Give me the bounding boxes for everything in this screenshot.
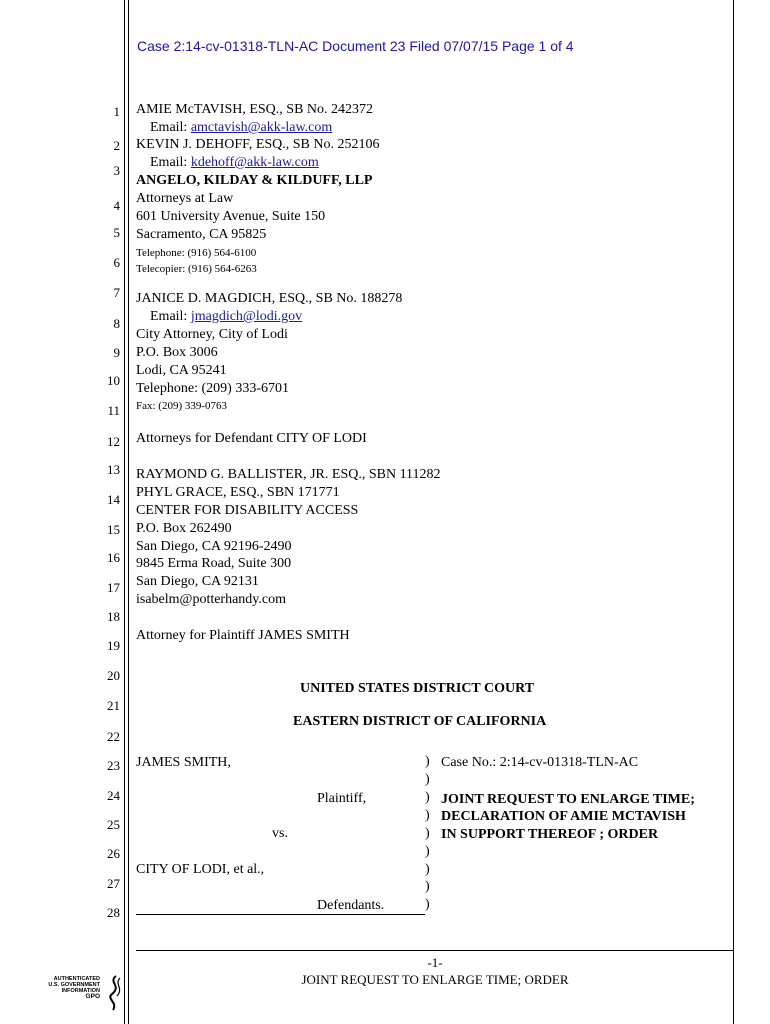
counsel1-email2 bbox=[150, 154, 319, 171]
counsel1-line6: Attorneys at Law bbox=[136, 191, 234, 206]
email-link-jmagdich[interactable]: jmagdich@lodi.gov bbox=[190, 309, 303, 324]
counsel3-line6: 9845 Erma Road, Suite 300 bbox=[136, 556, 292, 571]
counsel1-telephone: Telephone: (916) 564-6100 bbox=[136, 247, 257, 259]
line-number: 20 bbox=[107, 668, 120, 683]
line-number: 16 bbox=[107, 550, 120, 565]
ecf-header: Case 2:14-cv-01318-TLN-AC Document 23 Filed 07/07/15 Page 1 of 4 bbox=[137, 38, 574, 54]
email-link-kdehoff[interactable]: kdehoff@akk-law.com bbox=[190, 155, 319, 170]
line-number: 11 bbox=[107, 403, 120, 418]
case-number: Case No.: 2:14-cv-01318-TLN-AC bbox=[441, 755, 639, 770]
counsel2-email bbox=[150, 308, 302, 325]
versus: vs. bbox=[272, 826, 288, 841]
counsel1-line8: Sacramento, CA 95825 bbox=[136, 227, 267, 242]
left-margin-rule bbox=[124, 0, 125, 1024]
plaintiff-label: Plaintiff, bbox=[317, 791, 367, 806]
caption-paren: ) bbox=[425, 826, 430, 841]
counsel1-line3: KEVIN J. DEHOFF, ESQ., SB No. 252106 bbox=[136, 137, 380, 152]
plaintiff-name: JAMES SMITH, bbox=[136, 755, 231, 770]
caption-paren: ) bbox=[425, 844, 430, 859]
email-link-amctavish[interactable]: amctavish@akk-law.com bbox=[190, 120, 333, 135]
counsel2-line5: Lodi, CA 95241 bbox=[136, 363, 227, 378]
document-title-line1: JOINT REQUEST TO ENLARGE TIME; bbox=[441, 792, 695, 807]
caption-paren: ) bbox=[425, 772, 430, 787]
counsel2-line3: City Attorney, City of Lodi bbox=[136, 327, 288, 342]
caption-paren: ) bbox=[425, 897, 430, 912]
line-number: 7 bbox=[113, 285, 120, 300]
footer-title: JOINT REQUEST TO ENLARGE TIME; ORDER bbox=[301, 972, 569, 987]
gpo-authenticated-logo bbox=[30, 972, 125, 1016]
document-title-line3: IN SUPPORT THEREOF ; ORDER bbox=[441, 827, 659, 842]
gpo-eagle-icon bbox=[104, 974, 126, 1012]
line-number: 1 bbox=[113, 104, 120, 119]
caption-paren: ) bbox=[425, 754, 430, 769]
document-title-line2: DECLARATION OF AMIE MCTAVISH bbox=[441, 809, 686, 824]
line-number: 27 bbox=[107, 876, 120, 891]
attorneys-for-defendant: Attorneys for Defendant CITY OF LODI bbox=[136, 431, 367, 446]
counsel2-fax: Fax: (209) 339-0763 bbox=[136, 400, 228, 412]
line-number: 19 bbox=[107, 638, 120, 653]
counsel3-line8: isabelm@potterhandy.com bbox=[136, 592, 287, 607]
line-number: 18 bbox=[107, 609, 120, 624]
caption-paren: ) bbox=[425, 879, 430, 894]
defendant-label: Defendants. bbox=[317, 898, 385, 913]
counsel3-line2: PHYL GRACE, ESQ., SBN 171771 bbox=[136, 485, 340, 500]
left-margin-rule-inner bbox=[128, 0, 129, 1024]
line-number: 22 bbox=[107, 729, 120, 744]
line-number: 9 bbox=[113, 345, 120, 360]
counsel1-line7: 601 University Avenue, Suite 150 bbox=[136, 209, 326, 224]
firm-name: ANGELO, KILDAY & KILDUFF, LLP bbox=[136, 173, 373, 188]
counsel3-line5: San Diego, CA 92196-2490 bbox=[136, 539, 292, 554]
attorney-for-plaintiff: Attorney for Plaintiff JAMES SMITH bbox=[136, 628, 350, 643]
gpo-logo-text: AUTHENTICATED U.S. GOVERNMENT INFORMATION GPO bbox=[48, 976, 100, 1000]
counsel1-telecopier: Telecopier: (916) 564-6263 bbox=[136, 263, 257, 275]
line-number: 28 bbox=[107, 905, 120, 920]
line-number: 12 bbox=[107, 434, 120, 449]
line-number: 8 bbox=[113, 316, 120, 331]
line-number: 2 bbox=[113, 138, 120, 153]
counsel3-line3: CENTER FOR DISABILITY ACCESS bbox=[136, 503, 359, 518]
email-label: Email: bbox=[150, 309, 188, 324]
email-label: Email: bbox=[150, 155, 188, 170]
line-number: 4 bbox=[113, 198, 120, 213]
line-number: 21 bbox=[107, 698, 120, 713]
caption-underline bbox=[136, 914, 425, 915]
line-number: 13 bbox=[107, 462, 120, 477]
line-number: 23 bbox=[107, 758, 120, 773]
caption-paren: ) bbox=[425, 790, 430, 805]
line-number: 14 bbox=[107, 492, 120, 507]
line-number: 10 bbox=[107, 373, 120, 388]
defendant-name: CITY OF LODI, et al., bbox=[136, 862, 265, 877]
court-name: UNITED STATES DISTRICT COURT bbox=[300, 681, 535, 696]
counsel1-email1 bbox=[150, 119, 332, 136]
line-number: 15 bbox=[107, 522, 120, 537]
line-number: 24 bbox=[107, 788, 120, 803]
page-number: -1- bbox=[427, 955, 443, 970]
right-margin-rule bbox=[733, 0, 734, 1024]
line-number: 17 bbox=[107, 580, 120, 595]
line-number: 5 bbox=[113, 225, 120, 240]
counsel1-line1: AMIE McTAVISH, ESQ., SB No. 242372 bbox=[136, 102, 374, 117]
email-label: Email: bbox=[150, 120, 188, 135]
counsel3-line1: RAYMOND G. BALLISTER, JR. ESQ., SBN 111282 bbox=[136, 467, 441, 482]
line-number: 26 bbox=[107, 846, 120, 861]
district-name: EASTERN DISTRICT OF CALIFORNIA bbox=[293, 714, 547, 729]
line-number: 6 bbox=[113, 255, 120, 270]
caption-paren: ) bbox=[425, 808, 430, 823]
counsel3-line7: San Diego, CA 92131 bbox=[136, 574, 259, 589]
counsel2-line1: JANICE D. MAGDICH, ESQ., SB No. 188278 bbox=[136, 291, 403, 306]
line-number: 3 bbox=[113, 163, 120, 178]
counsel2-line4: P.O. Box 3006 bbox=[136, 345, 218, 360]
counsel3-line4: P.O. Box 262490 bbox=[136, 521, 232, 536]
footer-rule bbox=[136, 950, 733, 951]
counsel2-line6: Telephone: (209) 333-6701 bbox=[136, 381, 289, 396]
line-number: 25 bbox=[107, 817, 120, 832]
caption-paren: ) bbox=[425, 862, 430, 877]
